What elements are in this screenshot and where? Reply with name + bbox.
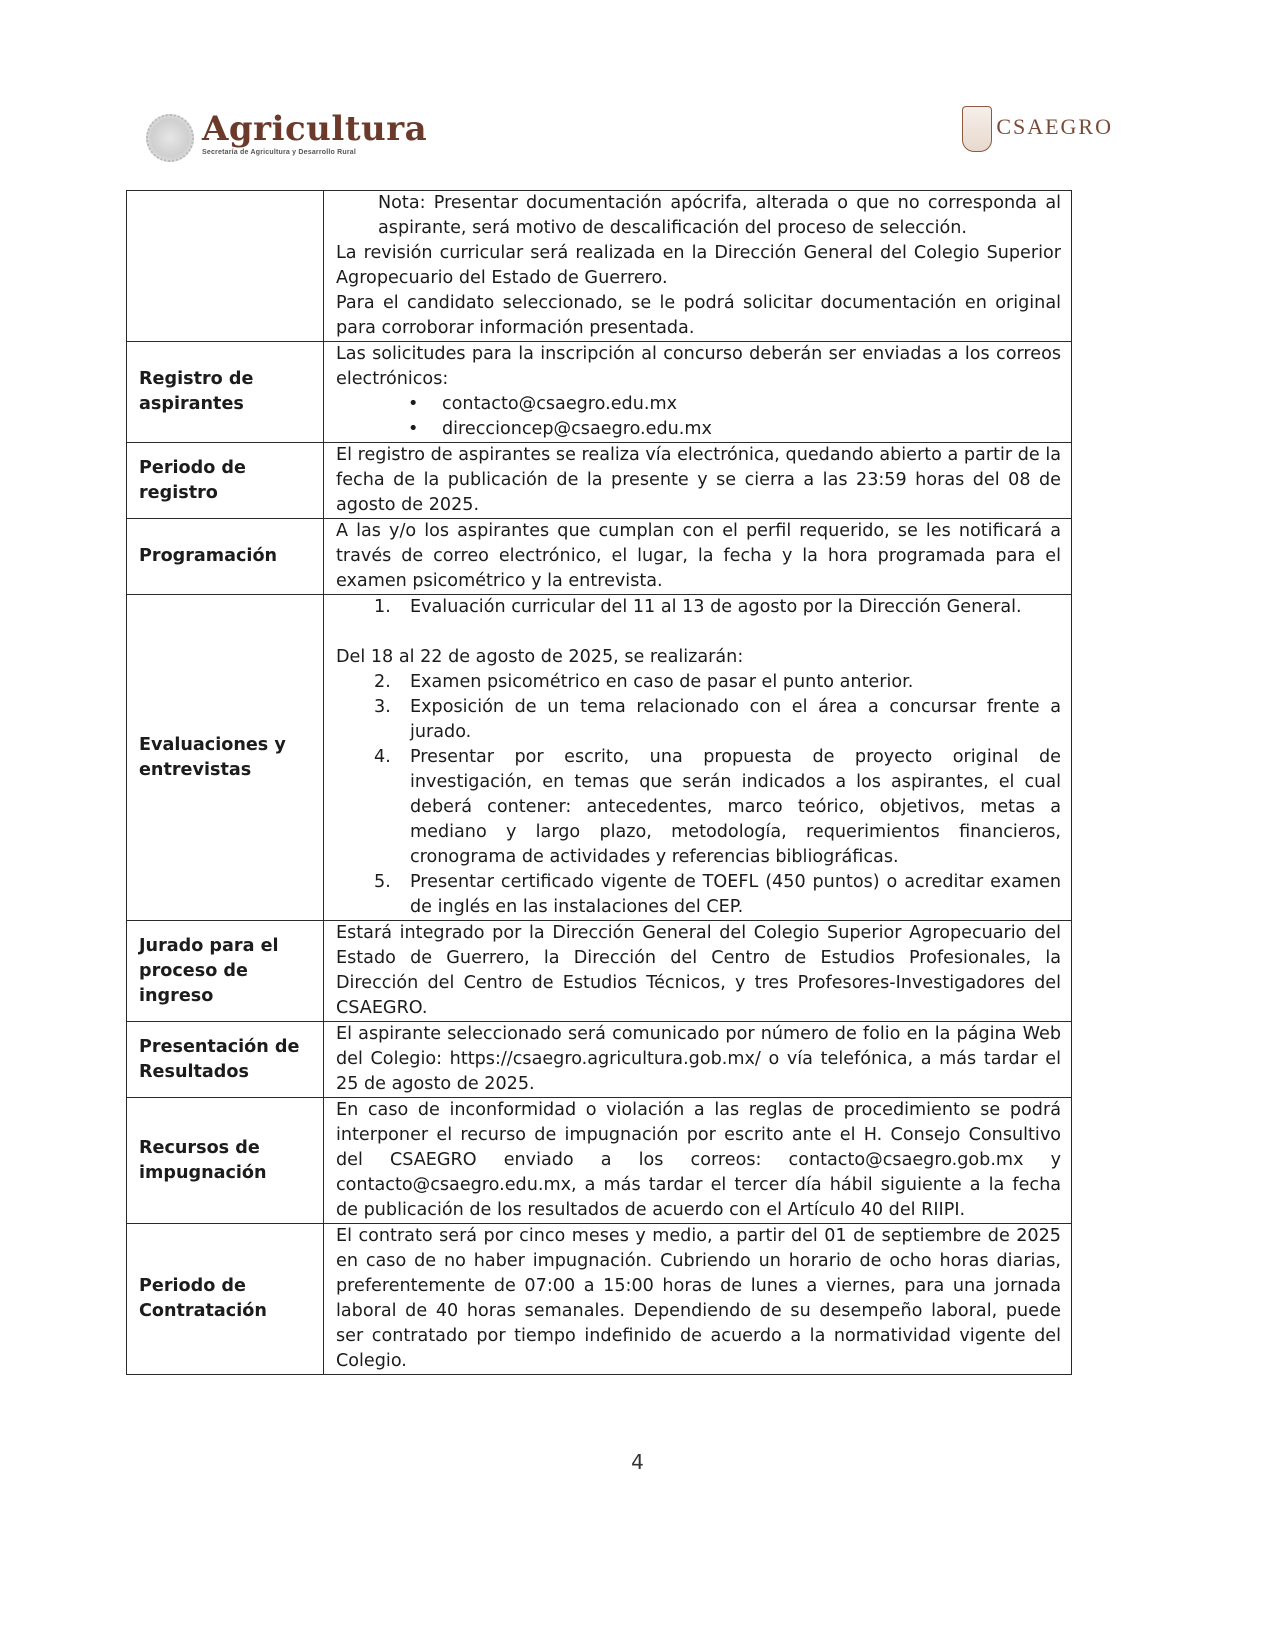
list-text: Presentar por escrito, una propuesta de proyecto original de investigación, en temas que serán indicados a los aspirantes, el cual deberá contener: antecedentes, marco teórico, objetivos, metas a mediano y largo plazo, metodología, requerimientos financieros, cronograma de actividades y referencias bibliográficas.: [410, 747, 1061, 867]
list-text: Examen psicométrico en caso de pasar el punto anterior.: [410, 672, 914, 692]
email-link[interactable]: • contacto@csaegro.edu.mx: [442, 392, 1061, 417]
table-row: [127, 1022, 1072, 1098]
row-content: En caso de inconformidad o violación a las reglas de procedimiento se podrá interponer el recurso de impugnación por escrito ante el H. Consejo Consultivo del CSAEGRO enviado a los correos: contacto@csaegro.gob.mx y contacto@csaegro.edu.mx, a más tardar el tercer día hábil siguiente a la fecha de publicación de los resultados de acuerdo con el Artículo 40 del RIIPI.: [324, 1098, 1072, 1224]
list-item: [374, 745, 1061, 870]
evaluation-steps: [336, 595, 1061, 620]
page-number: 4: [631, 1450, 644, 1474]
national-seal-icon: [146, 114, 194, 162]
email-list: [336, 392, 1061, 442]
row-content: [324, 191, 1072, 342]
csaegro-crest-icon: [962, 106, 992, 152]
row-content: Estará integrado por la Dirección General del Colegio Superior Agropecuario del Estado de Guerrero, la Dirección del Centro de Estudios Profesionales, la Dirección del Centro de Estudios Técnicos, y tres Profesores-Investigadores del CSAEGRO.: [324, 921, 1072, 1022]
email-link[interactable]: • direccioncep@csaegro.edu.mx: [442, 417, 1061, 442]
csaegro-logo-subtitle: [996, 139, 1113, 144]
list-text: Exposición de un tema relacionado con el área a concursar frente a jurado.: [410, 697, 1061, 742]
row-label: Jurado para el proceso de ingreso: [127, 921, 324, 1022]
row-label: Evaluaciones y entrevistas: [127, 595, 324, 921]
list-text: Evaluación curricular del 11 al 13 de agosto por la Dirección General.: [410, 597, 1022, 617]
row-content: [324, 595, 1072, 921]
row-label: Periodo de registro: [127, 443, 324, 519]
csaegro-logo: [962, 106, 1113, 152]
table-row: [127, 191, 1072, 342]
list-number: 1.: [374, 597, 391, 617]
evaluation-intro: Del 18 al 22 de agosto de 2025, se realizarán:: [336, 647, 744, 667]
table-row: [127, 595, 1072, 921]
convocatoria-table: [126, 190, 1072, 1375]
row-label: [127, 191, 324, 342]
page-header: [140, 104, 1135, 164]
table-row: [127, 1224, 1072, 1375]
table-row: [127, 342, 1072, 443]
table-row: [127, 519, 1072, 595]
revision-text: La revisión curricular será realizada en la Dirección General del Colegio Superior Agropecuario del Estado de Guerrero.: [336, 243, 1061, 288]
row-label: Recursos de impugnación: [127, 1098, 324, 1224]
agricultura-logo-subtitle: Secretaría de Agricultura y Desarrollo Rural: [202, 149, 357, 156]
table-row: [127, 443, 1072, 519]
row-content: [324, 342, 1072, 443]
row-content: El contrato será por cinco meses y medio, a partir del 01 de septiembre de 2025 en caso de no haber impugnación. Cubriendo un horario de ocho horas diarias, preferentemente de 07:00 a 15:00 horas de lunes a viernes, para una jornada laboral de 40 horas semanales. Dependiendo de su desempeño laboral, puede ser contratado por tiempo indefinido de acuerdo a la normatividad vigente del Colegio.: [324, 1224, 1072, 1375]
list-text: Presentar certificado vigente de TOEFL (450 puntos) o acreditar examen de inglés en las instalaciones del CEP.: [410, 872, 1061, 917]
row-content: El registro de aspirantes se realiza vía electrónica, quedando abierto a partir de la fecha de la publicación de la presente y se cierra a las 23:59 horas del 08 de agosto de 2025.: [324, 443, 1072, 519]
row-label: Presentación de Resultados: [127, 1022, 324, 1098]
registro-text: Las solicitudes para la inscripción al concurso deberán ser enviadas a los correos electrónicos:: [336, 344, 1061, 389]
row-label: Registro de aspirantes: [127, 342, 324, 443]
list-item: [374, 695, 1061, 745]
row-content: El aspirante seleccionado será comunicado por número de folio en la página Web del Colegio: https://csaegro.agricultura.gob.mx/ o vía telefónica, a más tardar el 25 de agosto de 2025.: [324, 1022, 1072, 1098]
list-number: 5.: [374, 872, 391, 892]
table-row: [127, 921, 1072, 1022]
row-content: A las y/o los aspirantes que cumplan con el perfil requerido, se les notificará a través de correo electrónico, el lugar, la fecha y la hora programada para el examen psicométrico y la entrevista.: [324, 519, 1072, 595]
csaegro-logo-name: CSAEGRO: [996, 113, 1113, 139]
documentacion-text: Para el candidato seleccionado, se le podrá solicitar documentación en original para corroborar información presentada.: [336, 293, 1061, 338]
list-item: [374, 595, 1061, 620]
agricultura-logo-name: Agricultura: [202, 109, 428, 149]
table-row: [127, 1098, 1072, 1224]
row-label: Programación: [127, 519, 324, 595]
list-item: [374, 670, 1061, 695]
list-number: 2.: [374, 672, 391, 692]
list-item: [374, 870, 1061, 920]
list-number: 4.: [374, 747, 391, 767]
evaluation-steps: [336, 670, 1061, 920]
row-label: Periodo de Contratación: [127, 1224, 324, 1375]
agricultura-logo: [146, 109, 428, 162]
list-number: 3.: [374, 697, 391, 717]
nota-text: Nota: Presentar documentación apócrifa, alterada o que no corresponda al aspirante, será motivo de descalificación del proceso de selección.: [378, 193, 1061, 238]
